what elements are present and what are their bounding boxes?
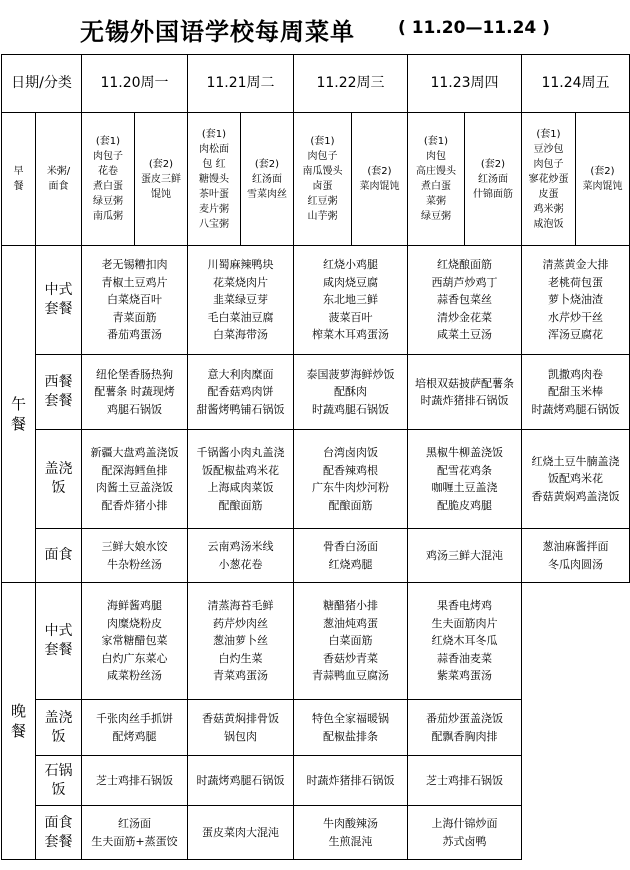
dish-item: 青菜鸡蛋汤 <box>213 669 268 683</box>
dish-item: 番茄鸡蛋汤 <box>107 328 162 342</box>
dish-item: 老无锡糟扣肉 <box>101 258 168 272</box>
dish-item: 饭配椒盐鸡米花 <box>202 463 279 477</box>
meal-label-text: 早 餐 <box>13 166 24 192</box>
menu-cell <box>408 246 522 355</box>
dish-item: 肉包 <box>426 151 446 162</box>
menu-cell <box>294 583 408 700</box>
dish-item: 肉糜烧粉皮 <box>107 616 162 630</box>
breakfast-set1-cell <box>408 113 465 246</box>
dish-item: 台湾卤肉饭 <box>323 446 378 459</box>
dish-item: 葱油萝卜丝 <box>213 634 268 648</box>
breakfast-set1-cell <box>294 113 352 246</box>
dish-item: 馄饨 <box>151 188 171 200</box>
lunch-row <box>2 430 630 529</box>
day-header: 11.22周三 <box>294 55 408 113</box>
menu-cell <box>188 756 294 806</box>
menu-cell <box>188 246 294 355</box>
dish-item: 芝士鸡排石锅饭 <box>96 773 173 787</box>
dish-item: 红烧酿面筋 <box>437 258 492 272</box>
menu-cell <box>188 529 294 583</box>
dish-item: 时蔬炸猪排石锅饭 <box>420 394 509 407</box>
dish-item: (套1) <box>423 136 449 147</box>
dish-item: 骨香白汤面 <box>323 540 378 553</box>
dish-item: 雪菜肉丝 <box>247 188 287 200</box>
dish-item: 紫菜鸡蛋汤 <box>437 669 492 683</box>
breakfast-set1-cell <box>188 113 241 246</box>
dish-item: 鸡汤三鲜大混沌 <box>426 548 503 562</box>
dish-item: 韭菜绿豆芽 <box>213 293 268 307</box>
dish-item: 红汤面 <box>252 173 282 185</box>
menu-cell <box>294 529 408 583</box>
dish-item: 红烧木耳冬瓜 <box>431 634 498 648</box>
dish-item: 牛肉酸辣汤 <box>323 817 378 830</box>
menu-cell <box>294 700 408 756</box>
menu-cell <box>522 355 630 430</box>
menu-cell <box>408 806 522 860</box>
dish-item: 咸肉烧豆腐 <box>323 275 378 289</box>
dish-item: 苏式卤鸭 <box>442 834 487 848</box>
lunch-row <box>2 246 630 355</box>
row-label <box>36 430 82 529</box>
dish-item: 香菇炒青菜 <box>323 651 378 665</box>
dish-item: 蒜香包菜丝 <box>437 293 492 307</box>
dish-item: 茶叶蛋 <box>199 188 229 200</box>
menu-table <box>1 54 630 860</box>
row-label <box>36 806 82 860</box>
dish-item: 榨菜木耳鸡蛋汤 <box>312 328 389 342</box>
dish-item: 红烧土豆牛腩盖浇 <box>531 454 620 468</box>
dish-item: 白菜海带汤 <box>213 328 268 342</box>
header-corner: 日期/分类 <box>2 55 82 113</box>
dish-item: 三鲜大娘水饺 <box>101 540 168 553</box>
dish-item: 八宝粥 <box>199 218 229 230</box>
row-label-text: 西餐 套餐 <box>44 374 73 409</box>
dish-item: 红豆粥 <box>307 196 338 207</box>
dish-item: 红汤面 <box>118 817 151 830</box>
day-header: 11.20周一 <box>82 55 188 113</box>
dish-item: 咸泡饭 <box>533 218 564 230</box>
breakfast-set2-cell <box>135 113 188 246</box>
dish-item: 配酥肉 <box>334 385 367 399</box>
dish-item: 青菜面筋 <box>112 310 157 324</box>
dish-item: 饭配鸡米花 <box>548 472 603 486</box>
meal-label-breakfast <box>2 113 36 246</box>
dish-item: 配烤鸡腿 <box>112 729 157 743</box>
dish-item: 清炒金花菜 <box>437 310 492 324</box>
row-label-text: 中式 套餐 <box>44 623 73 658</box>
dish-item: 老桃荷包蛋 <box>548 275 603 289</box>
dish-item: 配深海鳕鱼排 <box>101 463 168 477</box>
dish-item: (套1) <box>201 128 227 140</box>
dish-item: 红烧鸡腿 <box>328 557 373 571</box>
dish-item: 豆沙包 <box>533 143 564 155</box>
dish-item: 肉包子 <box>533 158 564 170</box>
dish-item: 千张肉丝手抓饼 <box>96 712 173 725</box>
dish-item: 葱油炖鸡蛋 <box>323 616 378 630</box>
dish-item: 萝卜烧油渣 <box>548 293 603 307</box>
meal-label-text: 晚 餐 <box>10 702 26 740</box>
dish-item: 配香辣鸡根 <box>323 463 378 477</box>
dish-item: 意大利肉糜面 <box>207 367 274 381</box>
dish-item: 糖醋猪小排 <box>323 599 378 613</box>
dish-item: 配酿面筋 <box>328 498 373 512</box>
row-label <box>36 756 82 806</box>
dish-item: 煮白蛋 <box>93 181 123 192</box>
meal-label-lunch <box>2 246 36 583</box>
dish-item: 小葱花卷 <box>218 557 263 571</box>
breakfast-set2-cell <box>352 113 408 246</box>
dish-item: 菜肉馄饨 <box>582 181 623 192</box>
dish-item: 皮蛋 <box>538 188 559 200</box>
dish-item: (套2) <box>367 166 392 177</box>
menu-cell <box>522 246 630 355</box>
dish-item: 鸡腿石锅饭 <box>107 402 162 416</box>
menu-cell <box>82 583 188 700</box>
dish-item: 番茄炒蛋盖浇饭 <box>426 712 503 725</box>
dish-item: 纽伦堡香肠热狗 <box>96 367 173 381</box>
dish-item: 花菜烧肉片 <box>213 275 268 289</box>
dish-item: 毛白菜油豆腐 <box>207 310 274 324</box>
menu-cell <box>82 430 188 529</box>
row-label <box>36 583 82 700</box>
menu-cell <box>294 430 408 529</box>
breakfast-set2-cell <box>241 113 294 246</box>
dish-item: 培根双菇披萨配薯条 <box>415 376 514 390</box>
row-label <box>36 113 82 246</box>
dish-item: 配甜玉米棒 <box>548 385 603 399</box>
dish-item: 什锦面筋 <box>473 188 513 200</box>
dish-item: 南瓜馒头 <box>302 166 343 177</box>
menu-cell <box>294 246 408 355</box>
dish-item: 青椒土豆鸡片 <box>101 275 168 289</box>
meal-label-dinner <box>2 583 36 860</box>
dish-item: 白菜烧百叶 <box>107 293 162 307</box>
dish-item: 菠菜百叶 <box>328 310 373 324</box>
dish-item: (套2) <box>590 166 615 177</box>
dish-item: 牛杂粉丝汤 <box>107 557 162 571</box>
menu-cell <box>408 756 522 806</box>
dish-item: 蒜香油麦菜 <box>437 651 492 665</box>
dish-item: 咸菜土豆汤 <box>437 328 492 342</box>
row-label-text: 盖浇 饭 <box>44 709 73 745</box>
menu-cell <box>188 430 294 529</box>
dish-item: 果香电烤鸡 <box>437 599 492 613</box>
dish-item: 浑汤豆腐花 <box>548 328 603 342</box>
dish-item: 凯撒鸡肉卷 <box>548 367 603 381</box>
dish-item: 高庄馒头 <box>416 166 456 177</box>
lunch-row <box>2 355 630 430</box>
dish-item: 锅包肉 <box>224 729 257 743</box>
dish-item: 咸菜粉丝汤 <box>107 669 162 683</box>
menu-cell <box>188 355 294 430</box>
dish-item: 白灼生菜 <box>218 651 263 665</box>
menu-cell <box>82 355 188 430</box>
dish-item: 配雪花鸡条 <box>437 463 492 477</box>
dish-item: 药芹炒肉丝 <box>213 616 268 630</box>
breakfast-set1-cell <box>82 113 135 246</box>
day-header: 11.23周四 <box>408 55 522 113</box>
dish-item: 寥花炒蛋 <box>528 173 569 185</box>
dish-item: 绿豆粥 <box>93 196 123 207</box>
dish-item: 配脆皮鸡腿 <box>437 498 492 512</box>
menu-cell <box>188 806 294 860</box>
row-label <box>36 700 82 756</box>
row-label-text: 米粥/ 面食 <box>46 166 71 192</box>
dish-item: 青蒜鸭血豆腐汤 <box>312 669 389 683</box>
empty-cell <box>522 583 630 860</box>
dish-item: 泰国菠萝海鲜炒饭 <box>306 367 395 381</box>
dish-item: 山芋粥 <box>307 211 338 222</box>
dish-item: 白灼广东菜心 <box>101 651 168 665</box>
dish-item: 生煎混沌 <box>328 834 373 848</box>
dish-item: 菜粥 <box>426 196 446 207</box>
dish-item: 南瓜粥 <box>93 211 123 222</box>
menu-cell <box>188 700 294 756</box>
menu-cell <box>408 529 522 583</box>
row-label-text: 盖浇 饭 <box>44 461 73 496</box>
dish-item: 香菇黄焖鸡盖浇饭 <box>531 489 620 503</box>
dish-item: 菜肉馄饨 <box>359 181 400 192</box>
row-label <box>36 355 82 430</box>
dish-item: 配香菇鸡肉饼 <box>207 385 274 399</box>
dish-item: 肉包子 <box>93 151 123 162</box>
menu-cell <box>294 806 408 860</box>
menu-cell <box>408 700 522 756</box>
dish-item: 清蒸黄金大排 <box>542 258 609 272</box>
menu-cell <box>408 583 522 700</box>
dish-item: 蛋皮菜肉大混沌 <box>202 825 279 839</box>
dish-item: 海鲜酱鸡腿 <box>107 599 162 613</box>
dish-item: 花卷 <box>98 166 118 177</box>
dish-item: 云南鸡汤米线 <box>207 540 274 553</box>
dish-item: 煮白蛋 <box>421 181 451 192</box>
breakfast-set1-cell <box>522 113 576 246</box>
dish-item: 西葫芦炒鸡丁 <box>431 275 498 289</box>
dish-item: 配飘香胸肉排 <box>431 729 498 743</box>
dish-item: 时蔬鸡腿石锅饭 <box>312 402 389 416</box>
dish-item: 肉松面 <box>199 143 229 155</box>
dish-item: 广东牛肉炒河粉 <box>312 481 389 494</box>
dish-item: 时蔬烤鸡腿石锅饭 <box>531 402 620 416</box>
row-label <box>36 529 82 583</box>
dish-item: 黑椒牛柳盖浇饭 <box>426 446 503 459</box>
dish-item: 时蔬烤鸡腿石锅饭 <box>196 773 285 787</box>
dish-item: 配薯条 时蔬现烤 <box>94 385 175 399</box>
menu-cell <box>294 355 408 430</box>
dish-item: 咖喱土豆盖浇 <box>431 481 498 494</box>
dish-item: 千锅酱小肉丸盖浇 <box>196 446 285 459</box>
dish-item: 家常糖醋包菜 <box>101 634 168 648</box>
row-label-text: 石锅 饭 <box>44 762 73 798</box>
menu-cell <box>408 430 522 529</box>
menu-cell <box>82 700 188 756</box>
dish-item: 水芹炒干丝 <box>548 310 603 324</box>
row-label-text: 面食 <box>44 547 73 563</box>
breakfast-row <box>2 113 630 246</box>
dish-item: 绿豆粥 <box>421 211 451 222</box>
dish-item: 配香炸猪小排 <box>101 498 168 512</box>
day-header: 11.24周五 <box>522 55 630 113</box>
menu-cell <box>82 756 188 806</box>
dish-item: 特色全家福暖锅 <box>312 712 389 725</box>
breakfast-set2-cell <box>465 113 522 246</box>
dish-item: (套2) <box>254 158 280 170</box>
dish-item: 葱油麻酱拌面 <box>542 540 609 553</box>
dish-item: (套1) <box>310 136 335 147</box>
menu-cell <box>82 806 188 860</box>
dish-item: 冬瓜肉圆汤 <box>548 557 603 571</box>
dish-item: 红烧小鸡腿 <box>323 258 378 272</box>
row-label-text: 面食 套餐 <box>44 814 73 850</box>
lunch-row <box>2 529 630 583</box>
dish-item: 甜酱烤鸭铺石锅饭 <box>196 402 285 416</box>
dish-item: 芝士鸡排石锅饭 <box>426 773 503 787</box>
dish-item: 糖馒头 <box>199 173 229 185</box>
row-label-text: 中式 套餐 <box>44 282 73 317</box>
dish-item: 上海什锦炒面 <box>431 817 498 830</box>
dish-item: 肉酱土豆盖浇饭 <box>96 481 173 494</box>
dish-item: 上海咸肉菜饭 <box>207 481 274 494</box>
dish-item: 包 红 <box>202 158 226 170</box>
dish-item: 鸡米粥 <box>533 203 564 215</box>
dish-item: 白菜面筋 <box>328 634 373 648</box>
dish-item: 蛋皮三鲜 <box>141 173 181 185</box>
page-title: 无锡外国语学校每周菜单 <box>80 18 355 46</box>
breakfast-set2-cell <box>576 113 630 246</box>
dish-item: (套2) <box>480 158 506 170</box>
dish-item: 配椒盐排条 <box>323 729 378 743</box>
menu-cell <box>408 355 522 430</box>
dish-item: 香菇黄焖排骨饭 <box>202 712 279 725</box>
row-label <box>36 246 82 355</box>
dish-item: 清蒸海苔毛鲜 <box>207 599 274 613</box>
menu-cell <box>82 529 188 583</box>
dish-item: 川蜀麻辣鸭块 <box>207 258 274 272</box>
dish-item: (套2) <box>148 158 174 170</box>
date-range: ( 11.20—11.24 ) <box>398 18 550 38</box>
dish-item: 肉包子 <box>307 151 338 162</box>
dish-item: (套1) <box>95 136 121 147</box>
menu-cell <box>294 756 408 806</box>
menu-cell <box>188 583 294 700</box>
header-row <box>2 55 630 113</box>
dish-item: 时蔬炸猪排石锅饭 <box>306 773 395 787</box>
dish-item: 配酿面筋 <box>218 498 263 512</box>
dish-item: (套1) <box>536 128 561 140</box>
menu-cell <box>522 529 630 583</box>
menu-cell <box>522 430 630 529</box>
dish-item: 麦片粥 <box>199 203 229 215</box>
dinner-row <box>2 583 630 700</box>
dish-item: 生夫面筋+蒸蛋饺 <box>91 834 178 848</box>
menu-cell <box>82 246 188 355</box>
meal-label-text: 午 餐 <box>10 395 26 433</box>
dish-item: 东北地三鲜 <box>323 293 378 307</box>
dish-item: 生夫面筋肉片 <box>431 616 498 630</box>
dish-item: 新疆大盘鸡盖浇饭 <box>90 446 179 459</box>
dish-item: 红汤面 <box>478 173 508 185</box>
dish-item: 卤蛋 <box>312 181 333 192</box>
day-header: 11.21周二 <box>188 55 294 113</box>
